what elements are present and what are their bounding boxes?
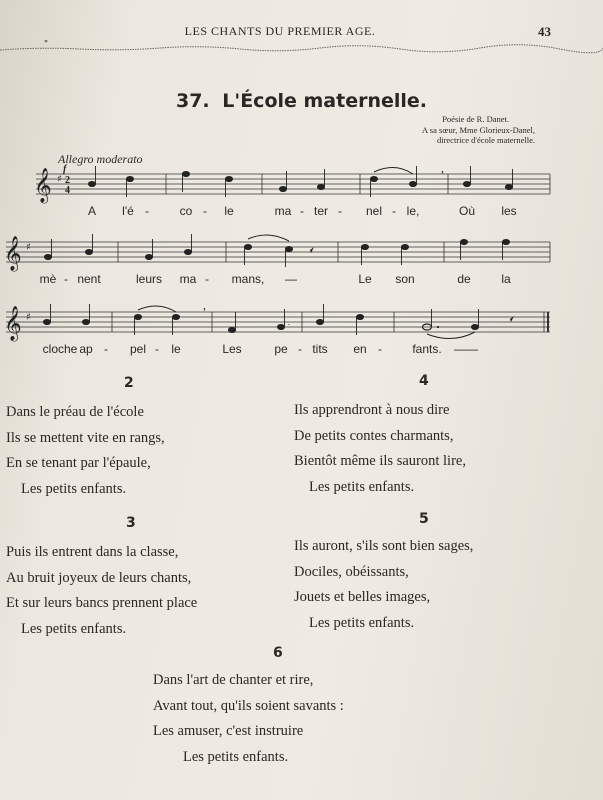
lyric-syllable: ma	[179, 272, 197, 286]
lyric-syllable: mans,	[231, 272, 265, 286]
stanza-5-number: 5	[419, 511, 429, 527]
svg-text:𝄞: 𝄞	[34, 168, 52, 203]
stanza-refrain: Les petits enfants.	[309, 478, 415, 495]
lyric-syllable: ter	[313, 204, 329, 218]
stanza-4	[294, 398, 466, 500]
lyric-syllable: Les	[222, 342, 242, 356]
lyric-syllable: le	[171, 342, 181, 356]
stanza-line: Ils apprendront à nous dire	[294, 402, 450, 418]
stanza-line: Dociles, obéissants,	[294, 563, 409, 580]
svg-text:f: f	[63, 164, 67, 175]
svg-text:♯: ♯	[26, 312, 31, 323]
lyric-syllable: son	[395, 272, 415, 286]
lyric-syllable: -	[155, 342, 159, 356]
svg-text:,: ,	[203, 300, 206, 312]
lyric-syllable: -	[338, 204, 342, 218]
running-header: LES CHANTS DU PREMIER AGE.	[184, 24, 376, 38]
stanza-line: Dans le préau de l'école	[6, 404, 144, 420]
tempo-marking: Allegro moderato	[58, 152, 143, 166]
lyric-syllable: l'é	[122, 204, 134, 218]
stanza-4-number: 4	[419, 373, 429, 389]
svg-text:𝄞: 𝄞	[4, 306, 22, 341]
lyrics-line-2	[0, 272, 603, 288]
svg-text:4: 4	[65, 185, 70, 196]
stanza-3-number: 3	[126, 515, 136, 531]
lyric-syllable: mè	[39, 272, 57, 286]
lyric-syllable: -	[64, 272, 68, 286]
stanza-6-number: 6	[273, 645, 283, 661]
stanza-line: Les amuser, c'est instruire	[153, 723, 304, 739]
page-number: 43	[538, 24, 551, 39]
stanza-line: Dans l'art de chanter et rire,	[153, 672, 314, 688]
lyric-syllable: pe	[274, 342, 288, 356]
stanza-2-number: 2	[124, 375, 134, 391]
lyric-syllable: les	[501, 204, 517, 218]
svg-text:,: ,	[441, 161, 444, 175]
song-title	[0, 90, 603, 112]
lyric-syllable: -	[378, 342, 382, 356]
dedication-line-2: directrice d'école maternelle.	[436, 135, 535, 145]
stanza-refrain: Les petits enfants.	[21, 620, 127, 637]
stanza-line: En se tenant par l'épaule,	[6, 455, 151, 471]
svg-text:♯: ♯	[57, 174, 62, 185]
svg-text:♯: ♯	[26, 242, 31, 253]
lyric-syllable: cloche	[42, 342, 78, 356]
lyric-syllable: leurs	[135, 272, 163, 286]
lyric-syllable: -	[298, 342, 302, 356]
lyric-syllable: -	[392, 204, 396, 218]
song-number: 37.	[175, 90, 210, 112]
stanza-line: Ils se mettent vite en rangs,	[6, 429, 165, 446]
dedication-line-1: A sa sœur, Mme Glorieux-Danel,	[422, 124, 535, 135]
header-rule	[0, 40, 603, 54]
song-name: L'École maternelle.	[222, 90, 428, 112]
stanza-line: Puis ils entrent dans la classe,	[6, 544, 179, 560]
lyric-syllable: en	[353, 342, 367, 356]
lyric-syllable: nel	[365, 204, 383, 218]
lyric-syllable: co	[179, 204, 193, 218]
stanza-line: Avant tout, qu'ils soient savants :	[153, 697, 344, 714]
stanza-2	[6, 400, 165, 502]
lyric-syllable: la	[501, 272, 511, 286]
lyric-syllable: nent	[77, 272, 101, 286]
stanza-line: Ils auront, s'ils sont bien sages,	[294, 538, 474, 554]
svg-text:𝄞: 𝄞	[4, 236, 22, 271]
lyric-syllable: le,	[406, 204, 420, 218]
lyric-syllable: ma	[274, 204, 292, 218]
stanza-line: Jouets et belles images,	[294, 589, 431, 605]
lyric-syllable: -	[145, 204, 149, 218]
poet-credit: Poésie de R. Danet.	[442, 114, 509, 124]
lyric-syllable: le	[224, 204, 234, 218]
lyric-syllable: pel	[129, 342, 147, 356]
lyric-syllable: tits	[312, 342, 328, 356]
stanza-refrain: Les petits enfants.	[21, 480, 127, 497]
lyric-syllable: ——	[454, 342, 478, 356]
stanza-line: Bientôt même ils sauront lire,	[294, 453, 466, 469]
svg-text:2: 2	[65, 175, 70, 186]
lyric-syllable: -	[203, 204, 207, 218]
lyric-syllable: -	[205, 272, 209, 286]
lyric-syllable: -	[300, 204, 304, 218]
lyrics-line-1	[0, 204, 603, 220]
stanza-refrain: Les petits enfants.	[309, 614, 415, 631]
lyric-syllable: ap	[79, 342, 93, 356]
svg-text:.: .	[288, 318, 290, 327]
stanza-line: De petits contes charmants,	[294, 427, 454, 444]
stanza-refrain: Les petits enfants.	[183, 748, 289, 765]
stanza-line: Et sur leurs bancs prennent place	[6, 595, 198, 611]
lyric-syllable: fants.	[412, 342, 442, 356]
stanza-3	[6, 540, 197, 642]
stanza-5	[294, 534, 473, 636]
lyrics-line-3	[0, 342, 603, 358]
lyric-syllable: de	[457, 272, 471, 286]
lyric-syllable: Où	[458, 204, 476, 218]
lyric-syllable: -	[104, 342, 108, 356]
lyric-syllable: A	[87, 204, 97, 218]
stanza-line: Au bruit joyeux de leurs chants,	[6, 569, 192, 586]
lyric-syllable: —	[285, 272, 297, 286]
lyric-syllable: Le	[358, 272, 372, 286]
song-credits	[422, 114, 535, 146]
stanza-6	[153, 668, 344, 770]
